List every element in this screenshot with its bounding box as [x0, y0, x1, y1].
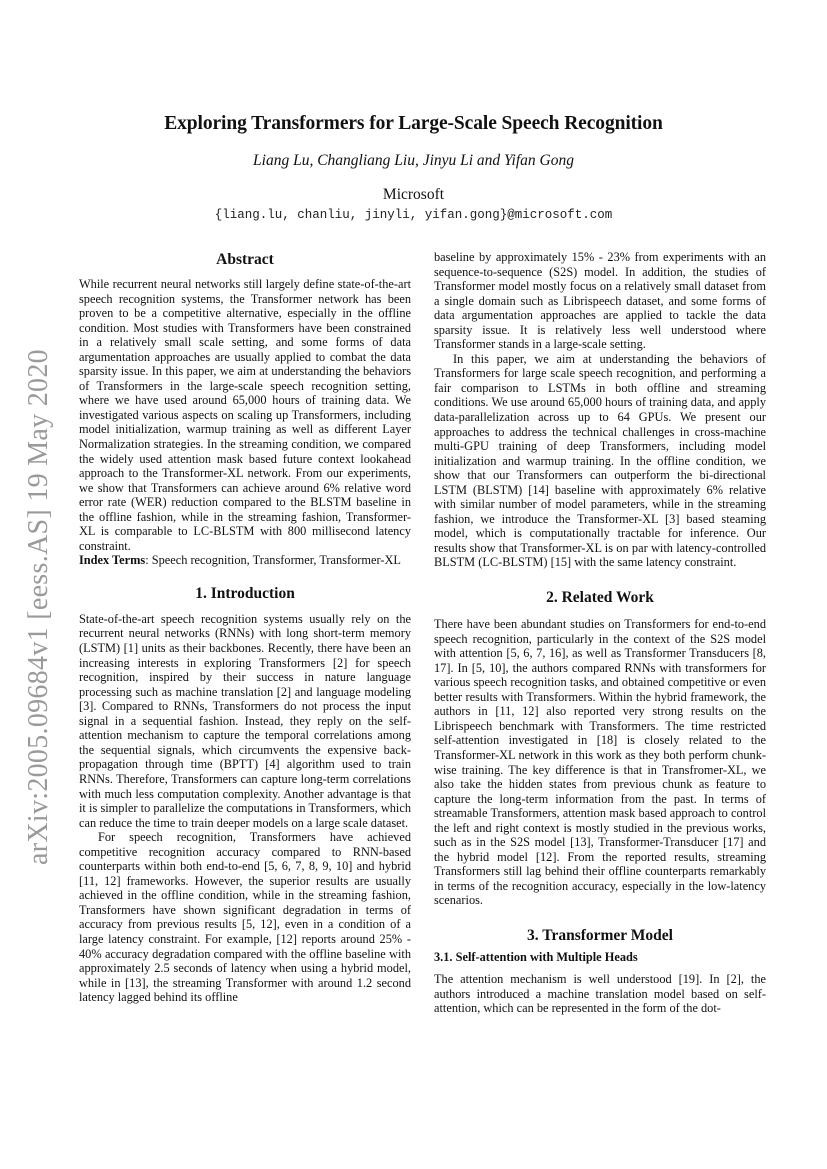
index-terms: [79, 553, 411, 568]
section-heading-introduction: 1. Introduction: [195, 584, 295, 602]
index-terms-value: : Speech recognition, Transformer, Transformer-XL: [145, 553, 401, 568]
model-paragraph-1: The attention mechanism is well understood [19]. In [2], the authors introduced a machine translation model based on self-attention, which can be represented in the form of the dot-: [434, 971, 766, 1016]
intro-paragraph-2: For speech recognition, Transformers have achieved competitive recognition accuracy compared to RNN-based counterparts within both end-to-end [5, 6, 7, 8, 9, 10] and hybrid [11, 12] frameworks. However, the superior results are usually achieved in the offline condition, while in the streaming fashion, Transformers have shown significant degradation in terms of accuracy from previous results [5, 12], even in a condition of a large latency constraint. For example, [12] reports around 25% - 40% accuracy degradation compared with the offline baseline with approximately 2.5 seconds of latency when using a hybrid model, while in [13], the streaming Transformer with around 1.2 second latency lagged behind its offline: [79, 830, 411, 1005]
related-work-paragraph: There have been abundant studies on Transformers for end-to-end speech recognition, particularly in the context of the S2S model with attention [5, 6, 7, 16], as well as Transformer Transducers [8, 17]. In [5, 10], the authors compared RNNs with transformers for various speech recognition tasks, and obtained competitive or even better results with Transformers. Within the hybrid framework, the authors in [11, 12] also reported very strong results on the Librispeech benchmark with Transformers. The time restricted self-attention investigated in [18] is closely related to the Transformer-XL network in this work as they both perform chunk-wise training. The key difference is that in Transfromer-XL, we also take the hidden states from previous chunk as feature to capture the long-term information from the past. In terms of streamable Transformers, attention mask based approach to control the left and right context is mostly studied in the previous works, such as in the S2S model [13], Transformer-Transducer [17] and the hybrid model [12]. From the reported results, streaming Transformers still lag behind their offline counterparts remarkably in terms of the recognition accuracy, especially in the low-latency scenarios.: [434, 617, 766, 908]
index-terms-label: Index Terms: [79, 553, 146, 568]
affiliation: Microsoft: [382, 186, 445, 203]
abstract-body: While recurrent neural networks still largely define state-of-the-art speech recognition systems, the Transformer network has been proven to be a competitive alternative, especially in the offline condition. Most studies with Transformers have been constrained in a relatively small scale setting, and some forms of data argumentation approaches are usually applied to combat the data sparsity issue. In this paper, we aim at understanding the behaviors of Transformers in the large-scale speech recognition setting, where we have used around 65,000 hours of training data. We investigated various aspects on scaling up Transformers, including model initialization, warmup training as well as different Layer Normalization strategies. In the streaming condition, we compared the widely used attention mask based future context lookahead approach to the Transformer-XL network. From our experiments, we show that Transformers can achieve around 6% relative word error rate (WER) reduction compared to the BLSTM baseline in the offline fashion, while in the streaming fashion, Transformer-XL is comparable to LC-BLSTM with 800 millisecond latency constraint.: [79, 277, 411, 553]
left-column: [79, 250, 411, 1005]
author-emails: {liang.lu, chanliu, jinyli, yifan.gong}@microsoft.com: [214, 208, 613, 222]
right-column: [434, 250, 766, 1016]
arxiv-identifier-stamp: arXiv:2005.09684v1 [eess.AS] 19 May 2020: [23, 349, 54, 865]
section-heading-transformer-model: 3. Transformer Model: [527, 926, 673, 944]
section-heading-related-work: 2. Related Work: [546, 589, 654, 607]
subsection-heading-self-attention: 3.1. Self-attention with Multiple Heads: [434, 949, 638, 964]
intro-paragraph-1: State-of-the-art speech recognition systems usually rely on the recurrent neural networks (RNNs) with long short-term memory (LSTM) [1] units as their backbones. Recently, there have been an increasing interests in exploring Transformers [2] for speech recognition, inspired by their success in nature language processing such as machine translation [2] and language modeling [3]. Compared to RNNs, Transformers do not process the input signal in a sequential fashion. Instead, they reply on the self-attention mechanism to capture the temporal correlations among the sequential signals, which circumvents the expensive back-propagation through time (BPTT) [4] algorithm used to train RNNs. Therefore, Transformers can capture long-term correlations with much less computation complexity. Another advantage is that it is simpler to parallelize the computations in Transformers, which can reduce the time to train deeper models on a large scale dataset.: [79, 611, 411, 830]
abstract-heading: Abstract: [216, 251, 274, 268]
intro-paragraph-2-continued: baseline by approximately 15% - 23% from experiments with an sequence-to-sequence (S2S) model. In addition, the studies of Transformer model mostly focus on a relatively small dataset from a single domain such as Librispeech dataset, and some forms of data argumentation approaches are applied to tackle the data sparsity issue. It is relatively less well understood where Transformer stands in a large-scale setting.: [434, 250, 766, 352]
intro-paragraph-3: In this paper, we aim at understanding the behaviors of Transformers for large scale speech recognition, and performing a fair comparison to LSTMs in both offline and streaming conditions. We use around 65,000 hours of training data, and apply data-parallelization across up to 64 GPUs. We present our approaches to address the technical challenges in cross-machine multi-GPU training of deep Transformers, including model initialization and warmup training. In the offline condition, we show that our Transformers can outperform the bi-directional LSTM (BLSTM) [14] baseline with approximately 6% relative with similar number of model parameters, while in the streaming fashion, we introduce the Transformer-XL [3] based steaming model, which is computationally tractable for inference. Our results show that Transformer-XL is on par with latency-controlled BLSTM (LC-BLSTM) [15] with the same latency constraint.: [434, 351, 766, 570]
author-list: Liang Lu, Changliang Liu, Jinyu Li and Yifan Gong: [253, 152, 574, 169]
paper-title: Exploring Transformers for Large-Scale Speech Recognition: [164, 113, 663, 134]
